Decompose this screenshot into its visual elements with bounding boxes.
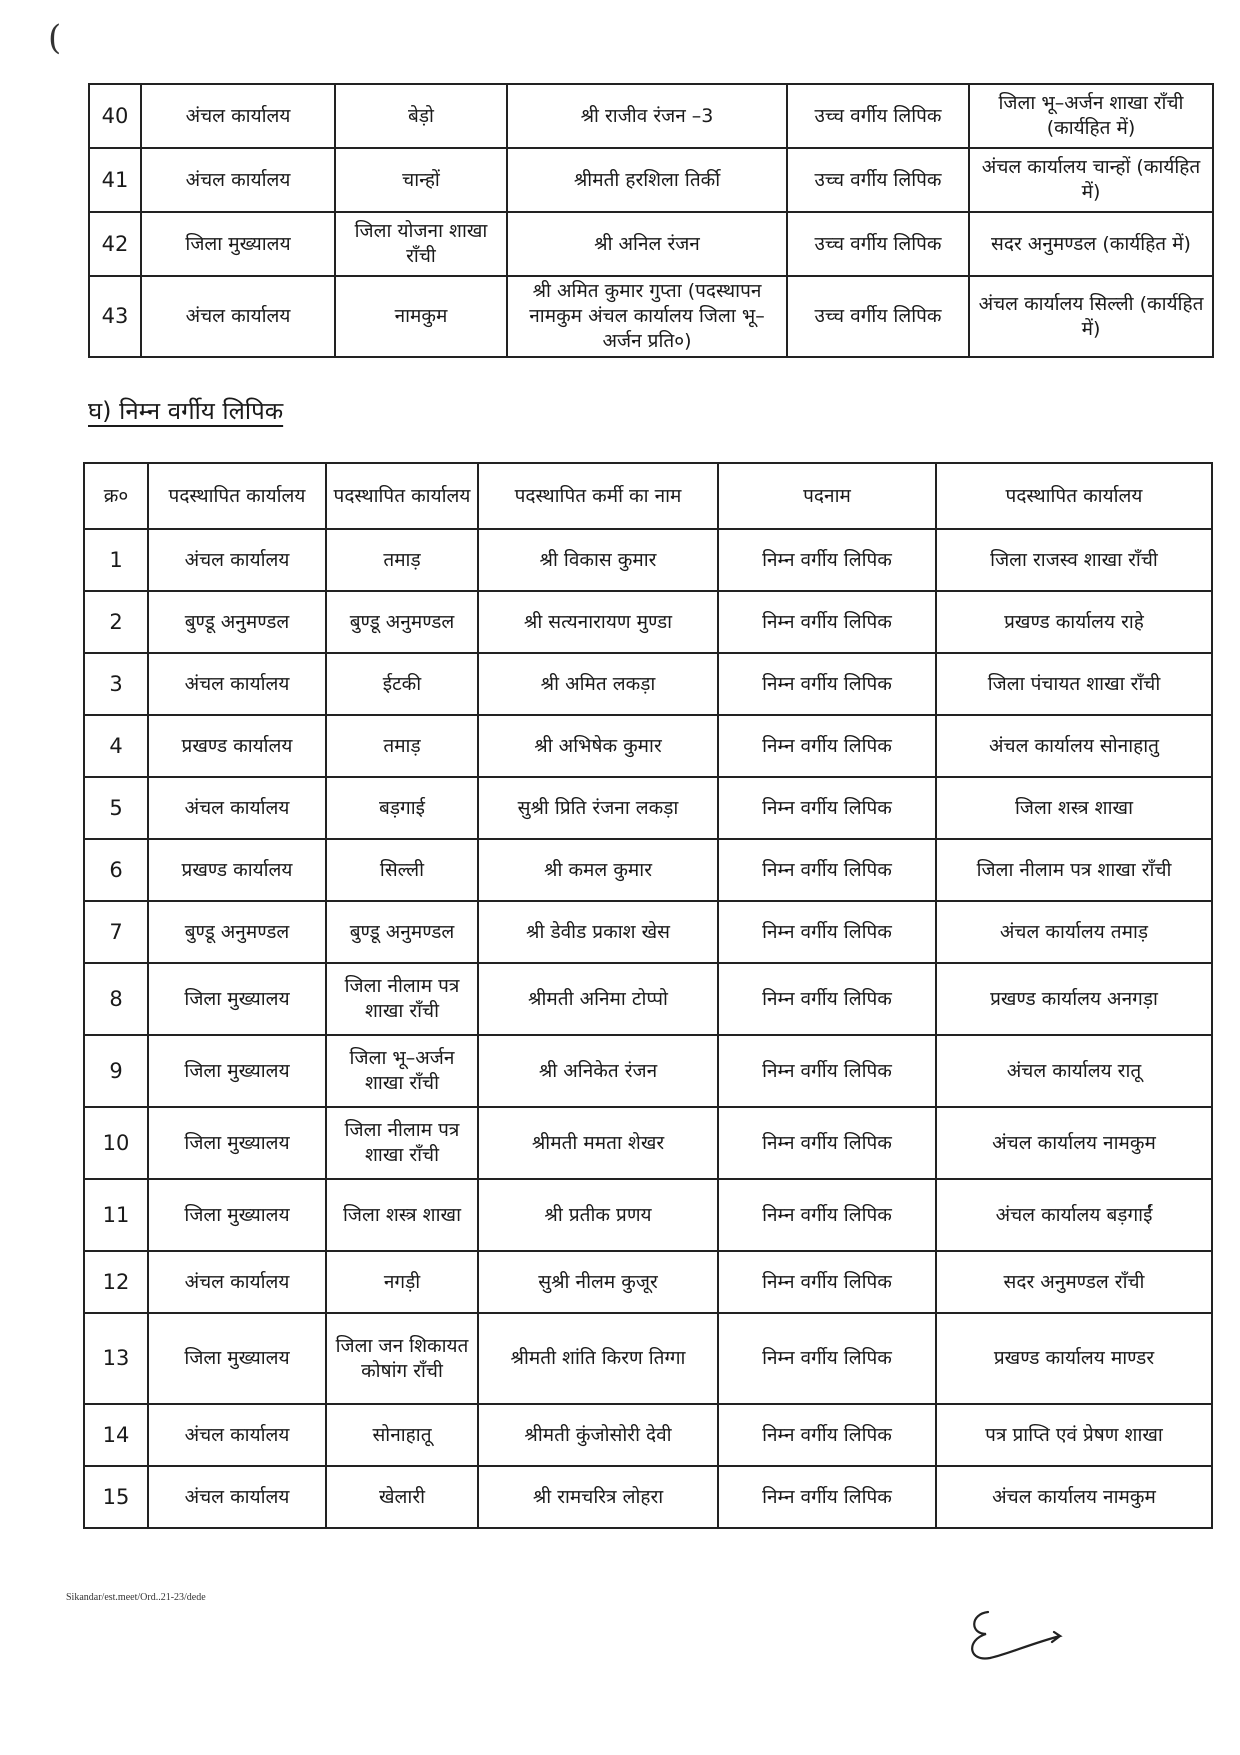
cell-serial: 15 (84, 1466, 148, 1528)
cell-designation: उच्च वर्गीय लिपिक (787, 212, 969, 276)
cell-serial: 12 (84, 1251, 148, 1313)
table-row (84, 591, 1212, 653)
cell-office-type: अंचल कार्यालय (148, 529, 326, 591)
header-serial: क्र० (84, 463, 148, 529)
cell-serial: 41 (89, 148, 141, 212)
cell-serial: 9 (84, 1035, 148, 1107)
cell-serial: 11 (84, 1179, 148, 1251)
cell-serial: 14 (84, 1404, 148, 1466)
cell-office-type: जिला मुख्यालय (148, 1035, 326, 1107)
cell-office-type: अंचल कार्यालय (148, 1251, 326, 1313)
cell-serial: 7 (84, 901, 148, 963)
cell-designation: निम्न वर्गीय लिपिक (718, 529, 936, 591)
cell-current-office: नामकुम (335, 276, 507, 357)
cell-new-posting: सदर अनुमण्डल राँची (936, 1251, 1212, 1313)
cell-serial: 3 (84, 653, 148, 715)
cell-designation: निम्न वर्गीय लिपिक (718, 963, 936, 1035)
cell-employee-name: श्री प्रतीक प्रणय (478, 1179, 718, 1251)
header-employee-name: पदस्थापित कर्मी का नाम (478, 463, 718, 529)
cell-new-posting: पत्र प्राप्ति एवं प्रेषण शाखा (936, 1404, 1212, 1466)
cell-designation: निम्न वर्गीय लिपिक (718, 653, 936, 715)
cell-office-type: अंचल कार्यालय (141, 84, 335, 148)
cell-employee-name: सुश्री नीलम कुजूर (478, 1251, 718, 1313)
cell-new-posting: प्रखण्ड कार्यालय राहे (936, 591, 1212, 653)
header-posted-office-place: पदस्थापित कार्यालय (326, 463, 478, 529)
table-row (84, 777, 1212, 839)
cell-serial: 5 (84, 777, 148, 839)
cell-employee-name: श्री अनिल रंजन (507, 212, 787, 276)
cell-designation: उच्च वर्गीय लिपिक (787, 276, 969, 357)
cell-designation: निम्न वर्गीय लिपिक (718, 1179, 936, 1251)
cell-serial: 40 (89, 84, 141, 148)
cell-current-office: जिला नीलाम पत्र शाखा राँची (326, 963, 478, 1035)
cell-employee-name: श्री अनिकेत रंजन (478, 1035, 718, 1107)
cell-office-type: जिला मुख्यालय (148, 963, 326, 1035)
cell-current-office: जिला योजना शाखा राँची (335, 212, 507, 276)
cell-employee-name: श्री सत्यनारायण मुण्डा (478, 591, 718, 653)
cell-current-office: बेड़ो (335, 84, 507, 148)
cell-serial: 2 (84, 591, 148, 653)
cell-employee-name: श्रीमती अनिमा टोप्पो (478, 963, 718, 1035)
table-row (84, 715, 1212, 777)
cell-office-type: अंचल कार्यालय (148, 777, 326, 839)
cell-new-posting: सदर अनुमण्डल (कार्यहित में) (969, 212, 1213, 276)
table-row (84, 1404, 1212, 1466)
cell-current-office: खेलारी (326, 1466, 478, 1528)
cell-new-posting: प्रखण्ड कार्यालय माण्डर (936, 1313, 1212, 1404)
table-header-row (84, 463, 1212, 529)
cell-employee-name: श्री रामचरित्र लोहरा (478, 1466, 718, 1528)
cell-office-type: अंचल कार्यालय (141, 148, 335, 212)
table-row (84, 839, 1212, 901)
cell-designation: निम्न वर्गीय लिपिक (718, 777, 936, 839)
cell-office-type: जिला मुख्यालय (148, 1313, 326, 1404)
cell-new-posting: अंचल कार्यालय बड़गाईं (936, 1179, 1212, 1251)
cell-serial: 8 (84, 963, 148, 1035)
table-row (84, 653, 1212, 715)
cell-designation: निम्न वर्गीय लिपिक (718, 1251, 936, 1313)
cell-office-type: जिला मुख्यालय (141, 212, 335, 276)
cell-new-posting: जिला पंचायत शाखा राँची (936, 653, 1212, 715)
lower-division-clerk-table (83, 462, 1213, 1529)
cell-serial: 1 (84, 529, 148, 591)
cell-serial: 42 (89, 212, 141, 276)
signature-mark (960, 1600, 1100, 1670)
cell-employee-name: श्री राजीव रंजन –3 (507, 84, 787, 148)
cell-employee-name: श्री डेवीड प्रकाश खेस (478, 901, 718, 963)
cell-current-office: जिला नीलाम पत्र शाखा राँची (326, 1107, 478, 1179)
header-designation: पदनाम (718, 463, 936, 529)
cell-serial: 10 (84, 1107, 148, 1179)
cell-current-office: बुण्डू अनुमण्डल (326, 901, 478, 963)
cell-employee-name: श्रीमती हरशिला तिर्की (507, 148, 787, 212)
cell-new-posting: अंचल कार्यालय चान्हों (कार्यहित में) (969, 148, 1213, 212)
upper-division-clerk-table (88, 83, 1214, 358)
cell-office-type: प्रखण्ड कार्यालय (148, 715, 326, 777)
cell-current-office: बड़गाई (326, 777, 478, 839)
table-row (84, 1251, 1212, 1313)
cell-new-posting: अंचल कार्यालय सिल्ली (कार्यहित में) (969, 276, 1213, 357)
cell-new-posting: जिला नीलाम पत्र शाखा राँची (936, 839, 1212, 901)
table-row (89, 212, 1213, 276)
cell-current-office: सिल्ली (326, 839, 478, 901)
table-row (89, 148, 1213, 212)
cell-employee-name: श्री विकास कुमार (478, 529, 718, 591)
cell-current-office: ईटकी (326, 653, 478, 715)
header-new-posting-office: पदस्थापित कार्यालय (936, 463, 1212, 529)
table-row (84, 1035, 1212, 1107)
cell-new-posting: प्रखण्ड कार्यालय अनगड़ा (936, 963, 1212, 1035)
cell-new-posting: जिला भू–अर्जन शाखा राँची (कार्यहित में) (969, 84, 1213, 148)
cell-office-type: अंचल कार्यालय (141, 276, 335, 357)
header-posted-office: पदस्थापित कार्यालय (148, 463, 326, 529)
cell-new-posting: अंचल कार्यालय नामकुम (936, 1107, 1212, 1179)
cell-designation: निम्न वर्गीय लिपिक (718, 591, 936, 653)
cell-current-office: चान्हों (335, 148, 507, 212)
cell-designation: निम्न वर्गीय लिपिक (718, 1107, 936, 1179)
table-row (89, 84, 1213, 148)
cell-designation: निम्न वर्गीय लिपिक (718, 1404, 936, 1466)
cell-designation: निम्न वर्गीय लिपिक (718, 1466, 936, 1528)
table-row (84, 1179, 1212, 1251)
cell-new-posting: अंचल कार्यालय तमाड़ (936, 901, 1212, 963)
cell-office-type: अंचल कार्यालय (148, 1466, 326, 1528)
cell-office-type: बुण्डू अनुमण्डल (148, 901, 326, 963)
cell-current-office: तमाड़ (326, 715, 478, 777)
cell-office-type: प्रखण्ड कार्यालय (148, 839, 326, 901)
cell-current-office: तमाड़ (326, 529, 478, 591)
cell-new-posting: अंचल कार्यालय सोनाहातु (936, 715, 1212, 777)
cell-current-office: जिला जन शिकायत कोषांग राँची (326, 1313, 478, 1404)
table-row (84, 1313, 1212, 1404)
cell-employee-name: श्रीमती ममता शेखर (478, 1107, 718, 1179)
section-heading: घ) निम्न वर्गीय लिपिक (88, 397, 284, 425)
cell-current-office: जिला शस्त्र शाखा (326, 1179, 478, 1251)
cell-designation: निम्न वर्गीय लिपिक (718, 1313, 936, 1404)
corner-mark: ( (48, 18, 62, 58)
table-row (84, 529, 1212, 591)
cell-office-type: अंचल कार्यालय (148, 1404, 326, 1466)
cell-current-office: सोनाहातू (326, 1404, 478, 1466)
cell-office-type: जिला मुख्यालय (148, 1179, 326, 1251)
cell-current-office: बुण्डू अनुमण्डल (326, 591, 478, 653)
cell-designation: निम्न वर्गीय लिपिक (718, 1035, 936, 1107)
cell-office-type: जिला मुख्यालय (148, 1107, 326, 1179)
table-row (84, 901, 1212, 963)
cell-current-office: जिला भू–अर्जन शाखा राँची (326, 1035, 478, 1107)
cell-serial: 43 (89, 276, 141, 357)
cell-designation: निम्न वर्गीय लिपिक (718, 901, 936, 963)
table-row (84, 963, 1212, 1035)
cell-office-type: बुण्डू अनुमण्डल (148, 591, 326, 653)
cell-new-posting: अंचल कार्यालय रातू (936, 1035, 1212, 1107)
cell-office-type: अंचल कार्यालय (148, 653, 326, 715)
cell-designation: उच्च वर्गीय लिपिक (787, 148, 969, 212)
cell-employee-name: श्री अमित लकड़ा (478, 653, 718, 715)
cell-employee-name: श्री कमल कुमार (478, 839, 718, 901)
cell-new-posting: अंचल कार्यालय नामकुम (936, 1466, 1212, 1528)
cell-serial: 13 (84, 1313, 148, 1404)
cell-designation: उच्च वर्गीय लिपिक (787, 84, 969, 148)
table-row (89, 276, 1213, 357)
cell-serial: 4 (84, 715, 148, 777)
cell-serial: 6 (84, 839, 148, 901)
cell-employee-name: सुश्री प्रिति रंजना लकड़ा (478, 777, 718, 839)
table-row (84, 1107, 1212, 1179)
cell-new-posting: जिला राजस्व शाखा राँची (936, 529, 1212, 591)
cell-designation: निम्न वर्गीय लिपिक (718, 839, 936, 901)
cell-employee-name: श्री अभिषेक कुमार (478, 715, 718, 777)
table-row (84, 1466, 1212, 1528)
cell-employee-name: श्री अमित कुमार गुप्ता (पदस्थापन नामकुम अंचल कार्यालय जिला भू–अर्जन प्रति०) (507, 276, 787, 357)
cell-employee-name: श्रीमती शांति किरण तिग्गा (478, 1313, 718, 1404)
cell-new-posting: जिला शस्त्र शाखा (936, 777, 1212, 839)
cell-current-office: नगड़ी (326, 1251, 478, 1313)
footer-reference: Sikandar/est.meet/Ord..21-23/dede (66, 1592, 206, 1603)
cell-designation: निम्न वर्गीय लिपिक (718, 715, 936, 777)
cell-employee-name: श्रीमती कुंजोसोरी देवी (478, 1404, 718, 1466)
